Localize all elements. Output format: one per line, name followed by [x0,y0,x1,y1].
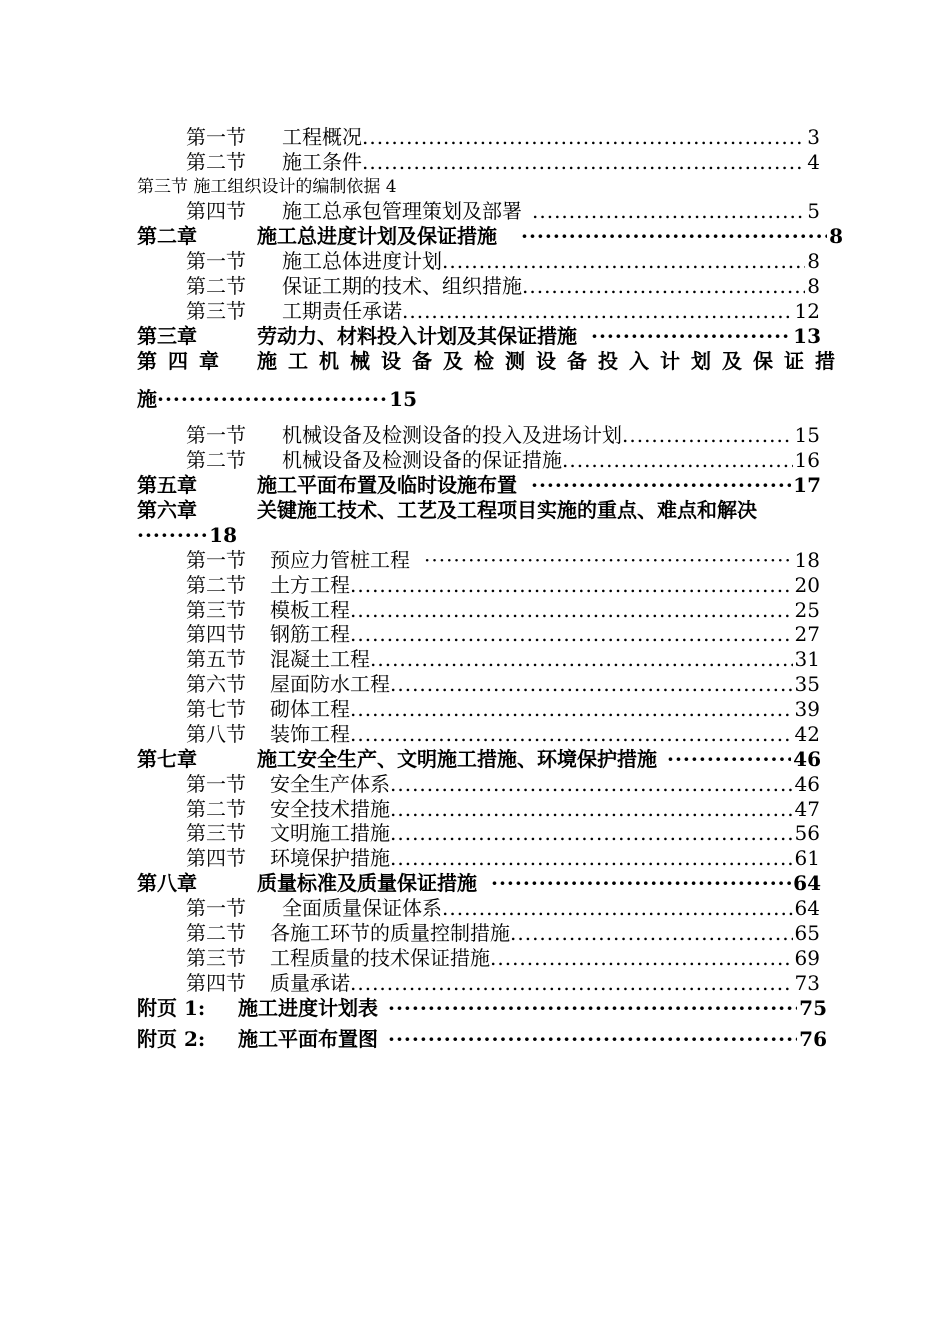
chapter-title: 施工机械设备及检测设备投入计划及保证措 [257,349,846,373]
section-title: 混凝土工程 [270,647,370,671]
dot-leader [442,895,793,921]
section-label: 第三节 [186,598,246,622]
toc-entry[interactable] [186,671,820,697]
appendix-label: 附页 2: [137,1027,206,1051]
dot-leader [562,447,793,473]
dot-leader [522,273,805,299]
dot-leader [390,820,793,846]
toc-entry[interactable] [186,547,820,573]
toc-chapter[interactable] [137,746,821,772]
chapter-label: 第七章 [137,747,197,771]
page-number: 76 [799,1027,827,1051]
section-title: 质量承诺 [270,971,350,995]
toc-chapter-continuation[interactable] [137,386,417,412]
toc-chapter[interactable] [137,497,859,523]
dot-leader [517,472,791,498]
toc-entry[interactable] [137,174,537,200]
section-title: 各施工环节的质量控制措施 [270,921,510,945]
section-label: 第一节 [186,772,246,796]
dot-leader [577,323,791,349]
chapter-title: 劳动力、材料投入计划及其保证措施 [257,324,577,348]
toc-entry[interactable] [186,696,820,722]
dot-leader [490,945,793,971]
dot-leader [350,572,793,598]
section-title: 文明施工措施 [270,821,390,845]
toc-entry[interactable] [186,646,820,672]
chapter-label: 第四章 [137,349,230,373]
dot-leader [477,870,791,896]
section-title: 预应力管桩工程 [270,548,410,572]
appendix-title: 施工平面布置图 [238,1027,378,1051]
section-title: 砌体工程 [270,697,350,721]
dot-leader [522,198,805,224]
toc-entry[interactable] [186,422,820,448]
section-label: 第四节 [186,846,246,870]
section-title: 施工条件 [282,150,362,174]
page-number: 3 [807,125,820,149]
page-number: 25 [794,598,820,622]
page-number: 64 [793,871,821,895]
toc-entry[interactable] [186,273,820,299]
dot-leader [362,124,805,150]
section-title: 钢筋工程 [270,622,350,646]
section-label: 第二节 [186,797,246,821]
chapter-title: 施工平面布置及临时设施布置 [257,473,517,497]
dot-leader [622,422,793,448]
chapter-label: 第六章 [137,498,197,522]
section-label: 第七节 [186,697,246,721]
dot-leader [497,223,827,249]
toc-entry[interactable] [186,771,820,797]
section-label: 第四节 [186,971,246,995]
page-number: 64 [794,896,820,920]
chapter-title: 施工安全生产、文明施工措施、环境保护措施 [257,747,657,771]
toc-entry[interactable] [186,820,820,846]
section-label: 第二节 [186,921,246,945]
page-number: 39 [794,697,820,721]
page-number: 8 [807,274,820,298]
page-number: 35 [794,672,820,696]
section-title: 工程质量的技术保证措施 [270,946,490,970]
section-title: 屋面防水工程 [270,672,390,696]
section-title: 安全生产体系 [270,772,390,796]
chapter-title: 施工总进度计划及保证措施 [257,224,497,248]
dot-leader [378,995,797,1021]
page-number: 8 [829,224,843,248]
page-number: 42 [794,722,820,746]
page-number: 27 [794,622,820,646]
toc-entry[interactable] [186,945,820,971]
toc-entry[interactable] [186,621,820,647]
chapter-title: 质量标准及质量保证措施 [257,871,477,895]
section-title: 机械设备及检测设备的保证措施 [282,448,562,472]
section-label: 第四节 [186,199,246,223]
dot-leader [137,522,207,548]
page-number: 56 [794,821,820,845]
page-number: 17 [793,473,821,497]
toc-entry[interactable] [186,920,820,946]
page-number: 75 [799,996,827,1020]
dot-leader [390,796,793,822]
chapter-label: 第五章 [137,473,197,497]
section-title: 机械设备及检测设备的投入及进场计划 [282,423,622,447]
section-label: 第二节 [186,274,246,298]
section-label: 第一节 [186,548,246,572]
page-number: 8 [807,249,820,273]
toc-entry[interactable] [186,970,820,996]
page-number: 69 [794,946,820,970]
toc-chapter[interactable] [137,472,821,498]
dot-leader [350,696,793,722]
page-number: 5 [807,199,820,223]
dot-leader [350,597,793,623]
toc-chapter-continuation[interactable] [137,522,237,548]
dot-leader [510,920,793,946]
toc-appendix[interactable] [137,995,827,1021]
appendix-title: 施工进度计划表 [238,996,378,1020]
section-title: 装饰工程 [270,722,350,746]
dot-leader [390,671,793,697]
dot-leader [350,621,793,647]
page-number: 73 [794,971,820,995]
dot-leader [390,771,793,797]
section-title: 施工总体进度计划 [282,249,442,273]
toc-entry[interactable] [186,572,820,598]
chapter-title: 关键施工技术、工艺及工程项目实施的重点、难点和解决 [257,498,757,522]
toc-entry[interactable] [186,447,820,473]
dot-leader [378,1026,797,1052]
chapter-label: 第二章 [137,224,197,248]
dot-leader [362,149,805,175]
section-title: 施工总承包管理策划及部署 [282,199,522,223]
section-label: 第一节 [186,249,246,273]
appendix-label: 附页 1: [137,996,206,1020]
toc-chapter[interactable] [137,323,821,349]
page-number: 13 [793,324,821,348]
section-title: 全面质量保证体系 [282,896,442,920]
section-label: 第一节 [186,125,246,149]
section-label: 第一节 [186,896,246,920]
toc-entry[interactable] [186,248,820,274]
section-label: 第四节 [186,622,246,646]
dot-leader [402,298,793,324]
toc-entry[interactable] [186,721,820,747]
section-label: 第三节 [186,946,246,970]
page-number: 15 [389,387,417,411]
section-label: 第三节 [186,299,246,323]
section-title: 安全技术措施 [270,797,390,821]
section-title: 工期责任承诺 [282,299,402,323]
dot-leader [157,386,387,412]
toc-chapter[interactable] [137,348,859,374]
section-label: 第三节 [186,821,246,845]
page-number: 16 [794,448,820,472]
page-number: 65 [794,921,820,945]
page-number: 46 [794,772,820,796]
page-number: 12 [794,299,820,323]
toc-entry[interactable] [186,895,820,921]
dot-leader [370,646,793,672]
section-label: 第二节 [186,573,246,597]
section-title: 工程概况 [282,125,362,149]
dot-leader [442,248,805,274]
section-entry-text: 第三节 施工组织设计的编制依据 4 [137,177,397,197]
section-title: 保证工期的技术、组织措施 [282,274,522,298]
page-number: 20 [794,573,820,597]
toc-entry[interactable] [186,796,820,822]
toc-chapter[interactable] [137,870,821,896]
chapter-label: 第八章 [137,871,197,895]
section-label: 第二节 [186,150,246,174]
toc-entry[interactable] [186,845,820,871]
dot-leader [410,547,793,573]
dot-leader [657,746,791,772]
toc-entry[interactable] [186,597,820,623]
page-number: 47 [794,797,820,821]
section-label: 第六节 [186,672,246,696]
chapter-title-continued: 施 [137,387,157,411]
toc-appendix[interactable] [137,1026,827,1052]
section-label: 第五节 [186,647,246,671]
page-number: 31 [794,647,820,671]
page-number: 4 [807,150,820,174]
toc-entry[interactable] [186,298,820,324]
dot-leader [390,845,793,871]
section-title: 环境保护措施 [270,846,390,870]
page-number: 46 [793,747,821,771]
section-label: 第一节 [186,423,246,447]
section-title: 土方工程 [270,573,350,597]
toc-chapter[interactable] [137,223,843,249]
section-title: 模板工程 [270,598,350,622]
chapter-label: 第三章 [137,324,197,348]
page-number: 18 [794,548,820,572]
section-label: 第二节 [186,448,246,472]
toc-entry[interactable] [186,198,820,224]
page-number: 15 [794,423,820,447]
dot-leader [350,721,793,747]
section-label: 第八节 [186,722,246,746]
page-number: 18 [209,523,237,547]
page-number: 61 [794,846,820,870]
toc-entry[interactable] [186,124,820,150]
toc-entry[interactable] [186,149,820,175]
dot-leader [350,970,793,996]
